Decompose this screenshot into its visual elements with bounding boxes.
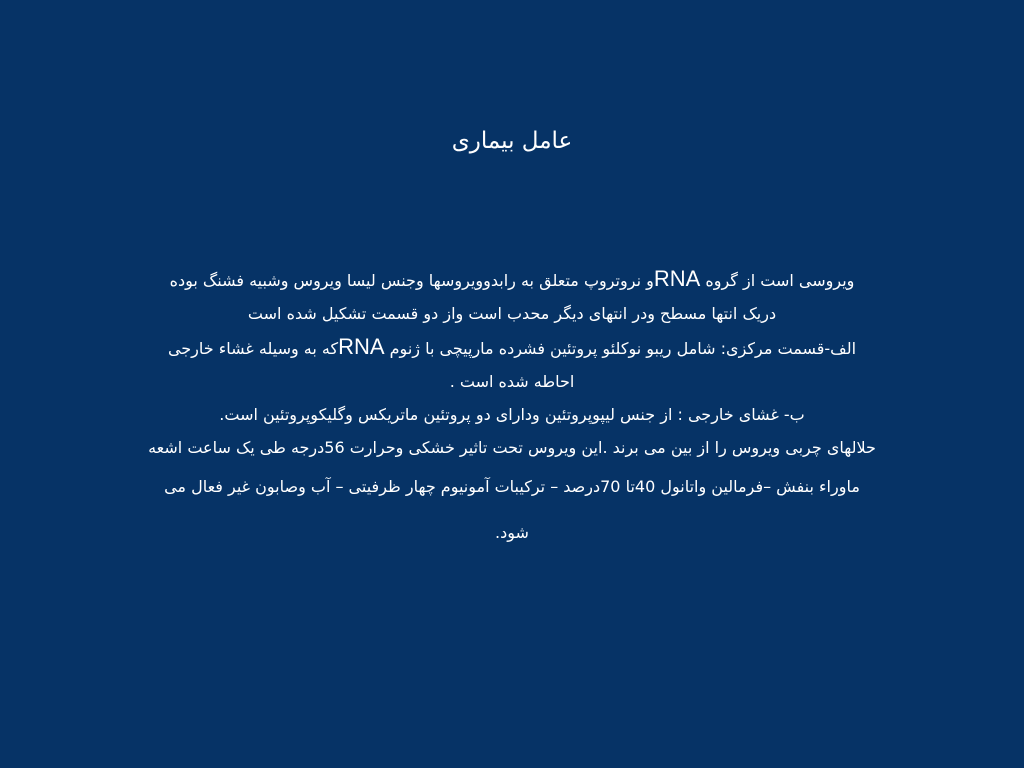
- rna-term: RNA: [338, 334, 385, 359]
- paragraph-inactivation-3: شود.: [495, 523, 529, 542]
- rna-term: RNA: [653, 266, 701, 291]
- paragraph-central-part-text-2: که به وسیله غشاء خارجی: [167, 339, 339, 358]
- paragraph-virus-group: [90, 262, 934, 297]
- paragraph-surrounded: احاطه شده است .: [449, 372, 575, 391]
- paragraph-shape: دریک انتها مسطح ودر انتهای دیگر محدب است واز دو قسمت تشکیل شده است: [247, 304, 777, 323]
- slide-body: [90, 262, 934, 556]
- paragraph-virus-group-text-2: و نروتروپ متعلق به رابدوویروسها وجنس لیسا ویروس وشبیه فشنگ بوده: [169, 271, 654, 290]
- paragraph-outer-membrane: ب- غشای خارجی : از جنس لیپوپروتئین ودارای دو پروتئین ماتریکس وگلیکوپروتئین است.: [219, 405, 805, 424]
- slide-title: عامل بیماری: [451, 128, 573, 154]
- paragraph-virus-group-text-1: ویروسی است از گروه: [700, 271, 855, 290]
- paragraph-inactivation-1: حلالهای چربی ویروس را از بین می برند .این ویروس تحت تاثیر خشکی وحرارت 56درجه طی یک ساعت اشعه: [148, 438, 876, 457]
- paragraph-inactivation-2: ماوراء بنفش –فرمالین واتانول 40تا 70درصد – ترکیبات آمونیوم چهار ظرفیتی – آب وصابون غیر فعال می: [164, 477, 860, 496]
- paragraph-central-part: [90, 330, 934, 365]
- paragraph-central-part-text-1: الف-قسمت مرکزی: شامل ریبو نوکلئو پروتئین فشرده مارپیچی با ژنوم: [384, 339, 857, 358]
